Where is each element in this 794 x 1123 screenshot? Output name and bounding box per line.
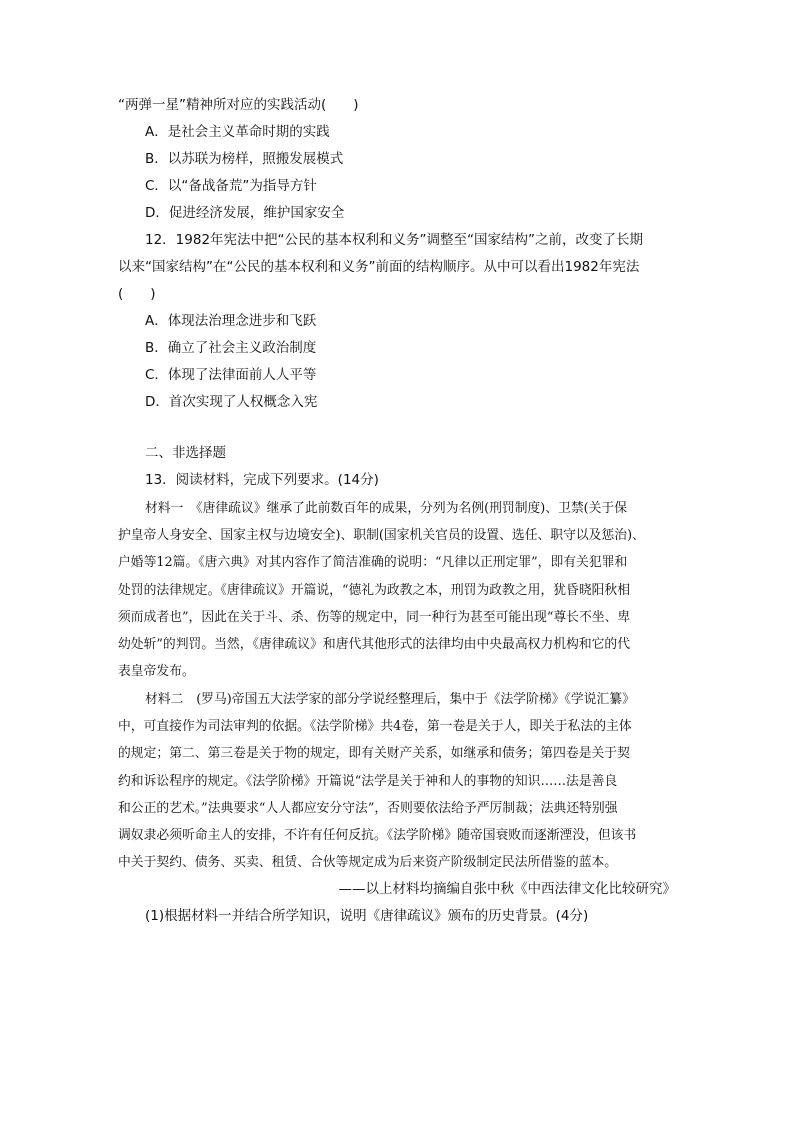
- option-12-c: C．体现了法律面前人人平等: [145, 367, 317, 383]
- question-12-stem-line: 12．1982年宪法中把“公民的基本权利和义务”调整至“国家结构”之前，改变了长期: [145, 232, 644, 248]
- material-line: 户婚等12篇。《唐六典》对其内容作了简洁准确的说明：“凡律以正刑定罪”，即有关犯罪和: [118, 555, 628, 571]
- material-line: 和公正的艺术。”法典要求“人人都应安分守法”，否则要依法给予严厉制裁；法典还特别强: [118, 800, 618, 816]
- option-12-a: A．体现法治理念进步和飞跃: [145, 313, 317, 329]
- question-12: [118, 227, 678, 416]
- material-line: 须而成者也”，因此在关于斗、杀、伤等的规定中，同一种行为甚至可能出现“尊长不坐、卑: [118, 609, 631, 625]
- question-11-stem: “两弹一星”精神所对应的实践活动( ): [118, 97, 359, 113]
- material-source: [118, 876, 678, 903]
- material-1: [118, 495, 678, 685]
- material-line: 材料二 (罗马)帝国五大法学家的部分学说经整理后，集中于《法学阶梯》《学说汇纂》: [145, 692, 635, 707]
- material-line: 约和诉讼程序的规定。《法学阶梯》开篇说“法学是关于神和人的事物的知识……法是善良: [118, 773, 618, 789]
- question-11: [118, 92, 678, 227]
- section-heading: 二、非选择题: [145, 445, 226, 461]
- material-line: 材料一 《唐律疏议》继承了此前数百年的成果，分列为名例(刑罚制度)、卫禁(关于保: [145, 501, 628, 516]
- section-2: [118, 440, 678, 494]
- question-12-stem-line: 以来“国家结构”在“公民的基本权利和义务”前面的结构顺序。从中可以看出1982年宪法: [118, 259, 640, 275]
- material-2: [118, 686, 678, 876]
- material-line: 表皇帝发布。: [118, 664, 195, 680]
- material-line: 调奴隶必须听命主人的安排，不许有任何反抗。《法学阶梯》随帝国衰败而逐渐湮没，但该书: [118, 828, 637, 844]
- material-line: 中关于契约、债务、买卖、租赁、合伙等规定成为后来资产阶级制定民法所借鉴的蓝本。: [118, 855, 618, 871]
- option-11-d: D．促进经济发展，维护国家安全: [145, 205, 345, 221]
- question-13-stem: 13．阅读材料，完成下列要求。(14分): [145, 472, 379, 488]
- sub-question-1: [118, 903, 678, 930]
- option-11-a: A．是社会主义革命时期的实践: [145, 124, 330, 140]
- option-12-d: D．首次实现了人权概念入宪: [145, 394, 318, 410]
- material-line: 中，可直接作为司法审判的依据。《法学阶梯》共4卷，第一卷是关于人，即关于私法的主体: [118, 719, 632, 735]
- source-citation: ——以上材料均摘编自张中秋《中西法律文化比较研究》: [338, 881, 676, 897]
- sub-question-1-text: (1)根据材料一并结合所学知识，说明《唐律疏议》颁布的历史背景。(4分): [145, 908, 589, 924]
- material-line: 护皇帝人身安全、国家主权与边境安全)、职制(国家机关官员的设置、选任、职守以及惩治)、: [118, 528, 645, 544]
- question-12-stem-line: ( ): [118, 286, 156, 302]
- material-line: 处罚的法律规定。《唐律疏议》开篇说，“德礼为政教之本，刑罚为政教之用，犹昏晓阳秋相: [118, 582, 631, 598]
- option-12-b: B．确立了社会主义政治制度: [145, 340, 317, 356]
- option-11-b: B．以苏联为榜样，照搬发展模式: [145, 151, 344, 167]
- option-11-c: C．以“备战备荒”为指导方针: [145, 178, 317, 194]
- material-line: 的规定；第二、第三卷是关于物的规定，即有关财产关系，如继承和债务；第四卷是关于契: [118, 746, 630, 762]
- material-line: 幼处斩”的判罚。当然，《唐律疏议》和唐代其他形式的法律均由中央最高权力机构和它的代: [118, 637, 631, 653]
